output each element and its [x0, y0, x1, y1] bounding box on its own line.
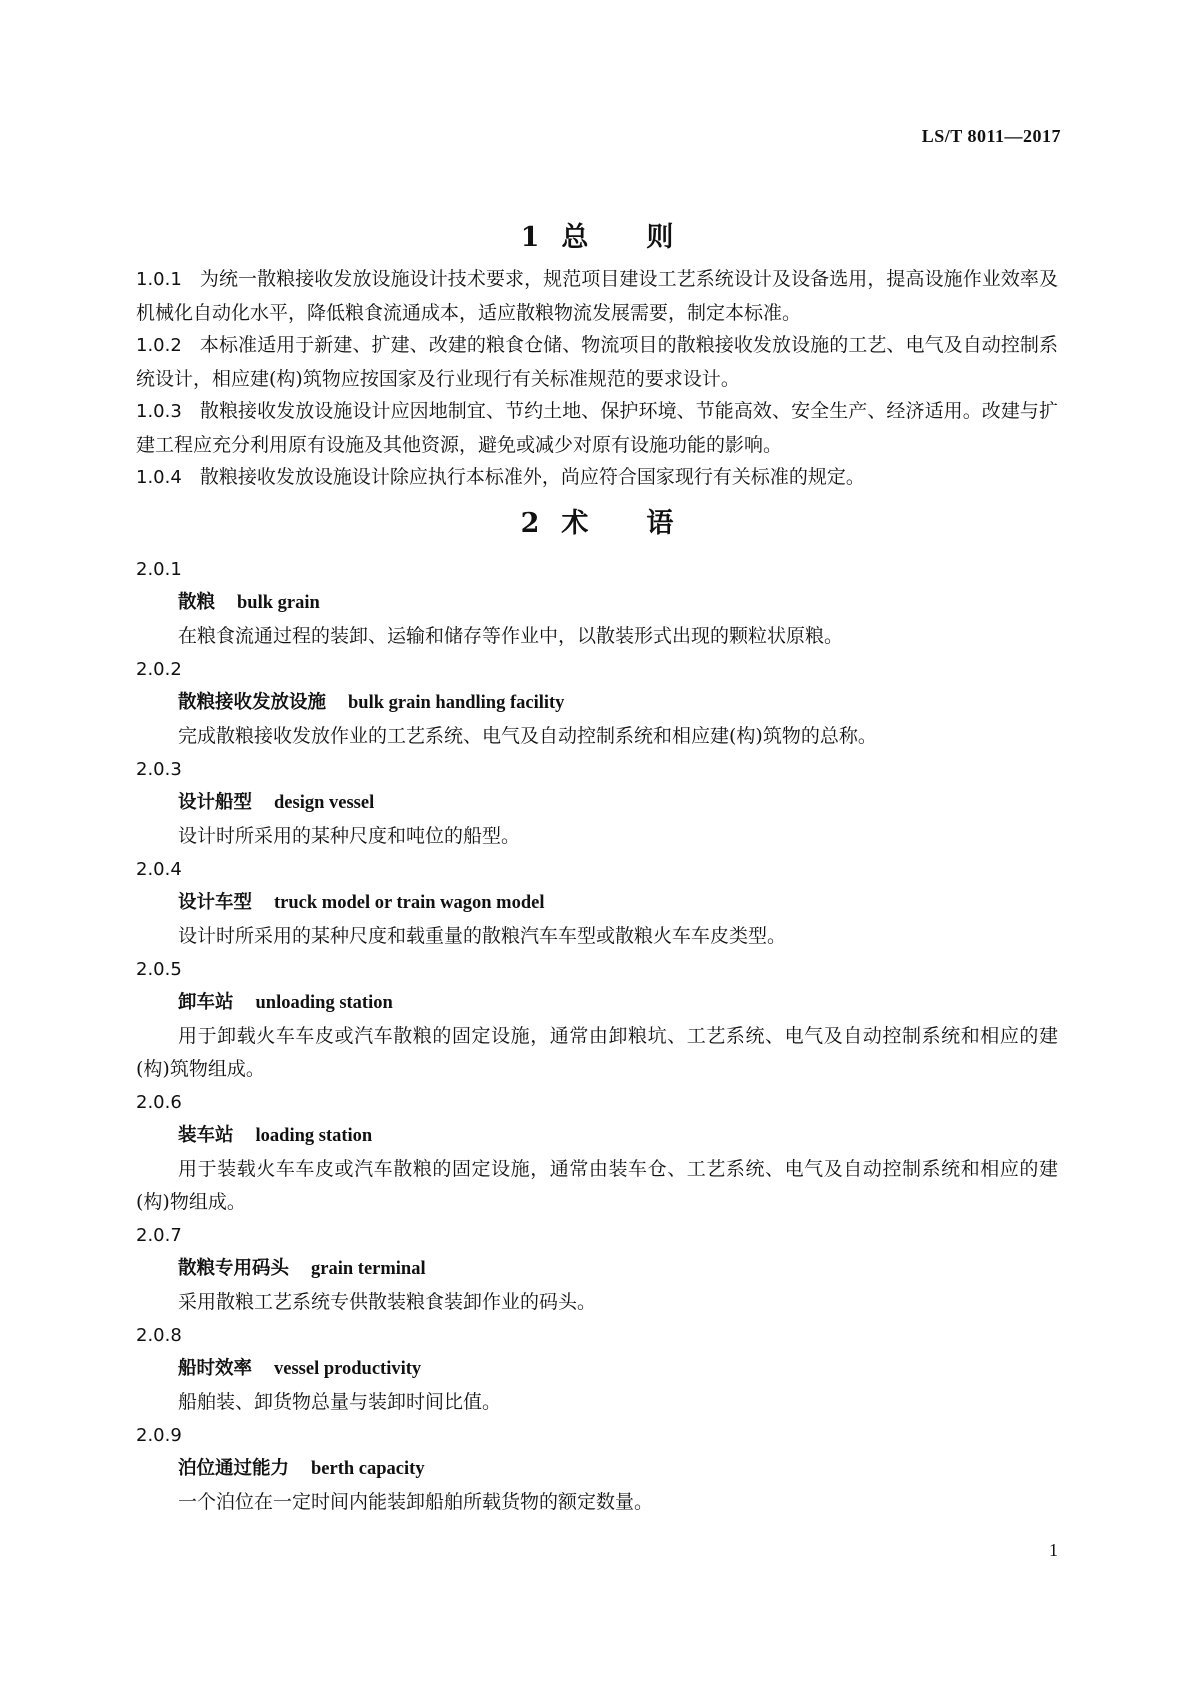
term-2-0-6: [136, 1086, 1058, 1219]
term-number: 2.0.7: [136, 1224, 182, 1246]
term-number: 2.0.1: [136, 558, 182, 580]
term-definition: 船舶装、卸货物总量与装卸时间比值。: [178, 1390, 502, 1413]
section-1-title-b: 则: [646, 222, 674, 253]
term-2-0-5: [136, 953, 1058, 1086]
term-title: 船时效率 vessel productivity: [178, 1357, 422, 1379]
term-definition: 采用散粮工艺系统专供散装粮食装卸作业的码头。: [178, 1290, 597, 1313]
term-definition: 一个泊位在一定时间内能装卸船舶所载货物的额定数量。: [178, 1490, 654, 1513]
clause-1-0-4: 1.0.4 散粮接收发放设施设计除应执行本标准外，尚应符合国家现行有关标准的规定。: [136, 466, 865, 488]
term-title: 散粮接收发放设施 bulk grain handling facility: [178, 691, 565, 713]
section-1-title-a: 总: [561, 222, 589, 253]
section-2-title-b: 语: [646, 507, 674, 539]
term-2-0-7: [136, 1219, 1058, 1319]
term-title: 泊位通过能力 berth capacity: [178, 1457, 425, 1479]
term-number: 2.0.6: [136, 1091, 182, 1113]
term-title: 散粮专用码头 grain terminal: [178, 1257, 426, 1279]
section-1-heading: [136, 213, 1058, 263]
page-content: [136, 213, 1058, 1519]
section-2-number: 2: [520, 507, 540, 539]
clause-1-0-3: 1.0.3 散粮接收发放设施设计应因地制宜、节约土地、保护环境、节能高效、安全生产、经济适用。改建与扩建工程应充分利用原有设施及其他资源，避免或减少对原有设施功能的影响。: [136, 400, 1058, 456]
term-title: 散粮 bulk grain: [178, 591, 320, 613]
term-title: 设计船型 design vessel: [178, 791, 375, 813]
term-title: 装车站 loading station: [178, 1124, 373, 1146]
term-2-0-8: [136, 1319, 1058, 1419]
document-code: LS/T 8011—2017: [921, 126, 1061, 146]
term-number: 2.0.3: [136, 758, 182, 780]
term-2-0-3: [136, 753, 1058, 853]
clause-1-0-1: 1.0.1 为统一散粮接收发放设施设计技术要求，规范项目建设工艺系统设计及设备选用，提高设施作业效率及机械化自动化水平，降低粮食流通成本，适应散粮物流发展需要，制定本标准。: [136, 268, 1058, 324]
term-definition: 设计时所采用的某种尺度和载重量的散粮汽车车型或散粮火车车皮类型。: [178, 924, 787, 947]
term-2-0-2: [136, 653, 1058, 753]
page-number: 1: [1049, 1540, 1058, 1560]
term-definition: 完成散粮接收发放作业的工艺系统、电气及自动控制系统和相应建(构)筑物的总称。: [178, 724, 877, 747]
term-definition: 在粮食流通过程的装卸、运输和储存等作业中，以散装形式出现的颗粒状原粮。: [178, 624, 844, 647]
term-number: 2.0.8: [136, 1324, 182, 1346]
term-number: 2.0.4: [136, 858, 182, 880]
term-number: 2.0.9: [136, 1424, 182, 1446]
term-definition: 用于装载火车车皮或汽车散粮的固定设施，通常由装车仓、工艺系统、电气及自动控制系统和相应的建(构)物组成。: [136, 1157, 1058, 1213]
term-definition: 设计时所采用的某种尺度和吨位的船型。: [178, 824, 521, 847]
clause-1-0-2: 1.0.2 本标准适用于新建、扩建、改建的粮食仓储、物流项目的散粮接收发放设施的工艺、电气及自动控制系统设计，相应建(构)筑物应按国家及行业现行有关标准规范的要求设计。: [136, 334, 1058, 390]
term-2-0-9: [136, 1419, 1058, 1519]
term-title: 设计车型 truck model or train wagon model: [178, 891, 545, 913]
term-2-0-4: [136, 853, 1058, 953]
section-2-title-a: 术: [561, 507, 589, 539]
term-2-0-1: [136, 553, 1058, 653]
section-1-number: 1: [520, 222, 540, 253]
term-number: 2.0.5: [136, 958, 182, 980]
section-2-heading: [136, 499, 1058, 549]
term-number: 2.0.2: [136, 658, 182, 680]
term-title: 卸车站 unloading station: [178, 991, 393, 1013]
term-definition: 用于卸载火车车皮或汽车散粮的固定设施，通常由卸粮坑、工艺系统、电气及自动控制系统和相应的建(构)筑物组成。: [136, 1024, 1058, 1080]
